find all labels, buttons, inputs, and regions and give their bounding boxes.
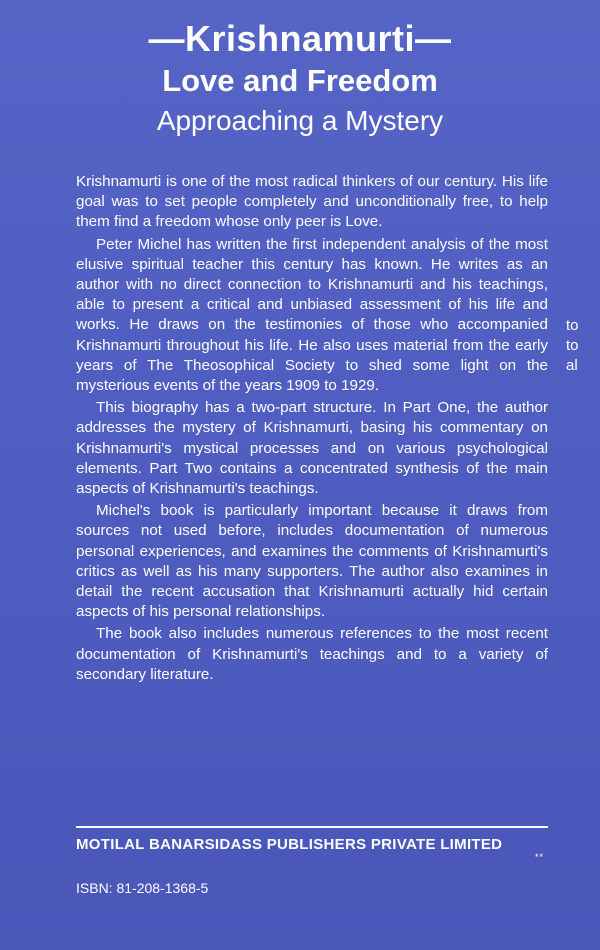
publisher-mark: ** <box>535 852 545 862</box>
margin-note: al <box>566 357 578 374</box>
margin-notes <box>566 316 579 376</box>
isbn: ISBN: 81-208-1368-5 <box>76 880 209 896</box>
publisher-name: MOTILAL BANARSIDASS PUBLISHERS PRIVATE LIMITED <box>76 836 503 853</box>
blurb-paragraph: Peter Michel has written the first independent analysis of the most elusive spiritual teacher this century has known. He writes as an author with no direct connection to Krishnamurti and his teachings, able to present a critical and unbiased assessment of his life and works. He draws on the testimonies of those who accompanied Krishnamurti throughout his life. He also uses material from the early years of The Theosophical Society to shed some light on the mysterious events of the years 1909 to 1929. <box>76 235 548 395</box>
book-subtitle: Love and Freedom <box>162 63 438 98</box>
title-dash-left: — <box>148 18 185 59</box>
margin-note: to <box>566 317 579 334</box>
margin-note: to <box>566 337 579 354</box>
blurb-paragraph: Michel's book is particularly important because it draws from sources not used before, includes documentation of numerous personal experiences, and examines the comments of Krishnamurti's critics as well as his many supporters. The author also examines in detail the recent accusation that Krishnamurti actually hid certain aspects of his personal relationships. <box>76 502 548 621</box>
title-dash-right: — <box>415 18 452 59</box>
blurb-paragraph: The book also includes numerous references to the most recent documentation of Krishnamurti's teachings and to a variety of secondary literature. <box>76 625 548 683</box>
book-tagline: Approaching a Mystery <box>156 105 444 136</box>
blurb-text <box>76 172 548 687</box>
publisher-divider <box>76 826 548 828</box>
title-block <box>0 18 600 138</box>
book-title <box>0 18 600 60</box>
book-title-text: Krishnamurti <box>184 18 416 59</box>
blurb-paragraph: This biography has a two-part structure. In Part One, the author addresses the mystery of Krishnamurti, basing his commentary on Krishnamurti's mystical processes and on various psychological elements. Part Two contains a concentrated synthesis of the main aspects of Krishnamurti's teachings. <box>76 399 548 498</box>
blurb-paragraph: Krishnamurti is one of the most radical thinkers of our century. His life goal was to set people completely and unconditionally free, to help them find a freedom whose only peer is Love. <box>76 173 548 231</box>
